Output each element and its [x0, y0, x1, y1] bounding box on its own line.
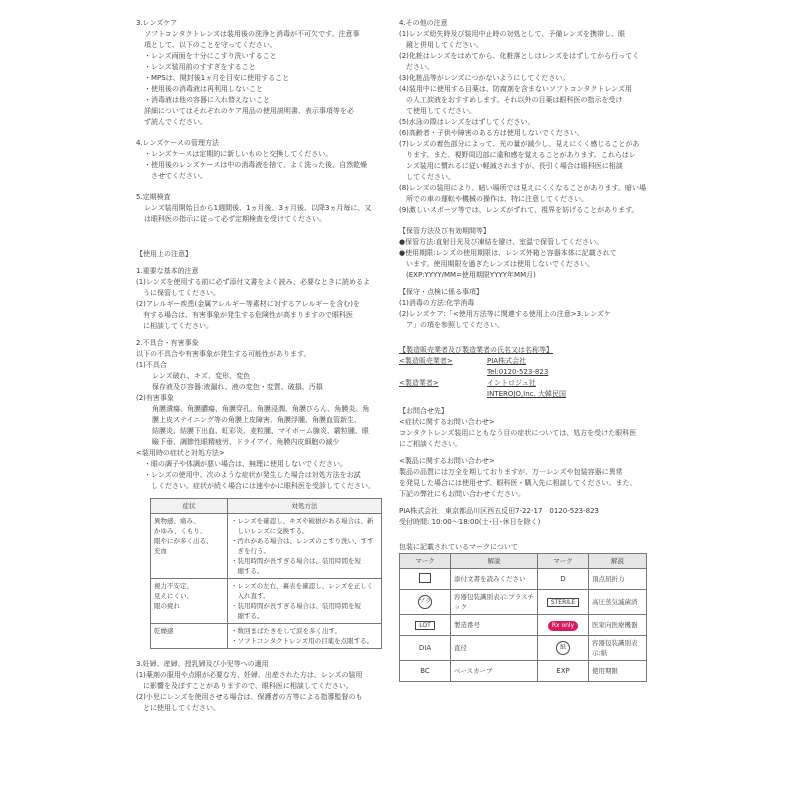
- manufacturer-row: INTEROJO,Inc. 大韓民国: [487, 390, 566, 398]
- manufacturer-heading: 【製造販売業者及び製造業者の氏名又は名称等】: [399, 346, 553, 354]
- checkup-body: レンズ装用開始日から1週間後、1ヵ月後、3ヵ月後、以降3ヵ月毎に、又 は眼科医の指示に従って必ず定期検査を受けてください。: [144, 204, 372, 223]
- business-hours: 受付時間: 10:00～18:00(土･日･休日を除く): [399, 518, 541, 526]
- lens-case-item: ・使用後のレンズケースは中の消毒液を捨て、よく洗った後、自然乾燥 させてください。: [144, 161, 368, 180]
- other-note-item: (6)高齢者・子供や障害のある方は使用しないでください。: [399, 129, 584, 137]
- other-note-item: (8)レンズの装用により、暗い場所では見えにくくなることがあります。暗い場 所での車の運転や機械の操作は、特に注意してください。: [399, 184, 646, 203]
- table-header-remedy: 対処方法: [228, 499, 382, 514]
- lens-care-note: 詳細についてはそれぞれのケア用品の使用説明書、表示事項等を必 ず読んでください。: [144, 107, 354, 126]
- table-header-row: [151, 499, 382, 514]
- adverse-events-intro: 以下の不具合や有害事象が発生する可能性があります。: [136, 350, 311, 358]
- rx-only-icon: Rx only: [548, 621, 578, 631]
- mark-desc: 容器包装識別表示:プラスチック: [451, 590, 538, 615]
- precautions-heading: 【使用上の注意】: [136, 250, 192, 258]
- symptoms-subheading: <装用時の症状と対処方法>: [136, 449, 225, 457]
- maintenance-heading: 【保守・点検に係る事項】: [399, 288, 483, 296]
- contact-product-body: 製品の品質には万全を期しておりますが、万一レンズや包装容器に異常 を発見した場合には使用せず、眼科医・購入先に相談してください。また、 下記の弊社にもお問い合わせください。: [399, 468, 637, 498]
- plastic-recycle-icon: プラ: [400, 590, 451, 615]
- lens-care-item: ・使用後の消毒液は再利用しないこと: [144, 85, 263, 93]
- maintenance-item: (1)消毒の方法:化学消毒: [399, 299, 475, 307]
- marks-header-mark: マーク: [538, 554, 589, 569]
- contact-symptom-body: コンタクトレンズ装用にともなう目の症状については、処方を受けた眼科医 にご相談ください。: [399, 429, 637, 448]
- table-row: [400, 636, 647, 661]
- other-note-item: (9)激しいスポーツ等では、レンズがずれて、視界を妨げることがあります。: [399, 206, 639, 214]
- other-note-item: (1)レンズ紛失時及び装用中止時の対処として、予備レンズを携帯し、眼 鏡と併用してください。: [399, 30, 626, 49]
- marks-header-desc: 解説: [589, 554, 647, 569]
- read-instructions-icon: [400, 569, 451, 590]
- table-row: [151, 624, 382, 649]
- lens-case-item: ・レンズケースは定期的に新しいものと交換してください。: [144, 150, 333, 158]
- defects-subheading: (1)不具合: [136, 361, 167, 369]
- contact-product-subheading: <製品に関するお問い合わせ>: [399, 457, 495, 465]
- basic-precautions-heading: 1.重要な基本的注意: [136, 267, 199, 275]
- contact-symptom-subheading: <症状に関するお問い合わせ>: [399, 418, 495, 426]
- other-note-item: (7)レンズの着色部分によって、光の量が減少し、見えにくく感じることがあ ります。また、視野周辺部に違和感を覚えることがあります。これらはレ ンズ装用に慣れるに従い軽減されますが、長引く場合は眼科医に相談 してください。: [399, 140, 640, 181]
- remedy-cell: ・レンズの左右、裏表を確認し、レンズを正しく 入れ直す。 ・装用時間が長すぎる場合は、装用時間を短 縮する。: [228, 579, 382, 624]
- storage-item: ●保管方法:直射日光及び凍結を避け、室温で保管してください。: [399, 238, 604, 246]
- lens-care-item: ・MPSは、開封後1ヵ月を目安に使用すること: [144, 74, 290, 82]
- manufacturer-row: <製造業者> イントロジュ社: [399, 379, 536, 387]
- table-row: [400, 569, 647, 590]
- mark-desc: 高圧蒸気滅菌済: [589, 590, 647, 615]
- lens-care-item: ・消毒液は他の容器に入れ替えないこと: [144, 96, 270, 104]
- adverse-body: 角膜潰瘍、角膜膿瘍、角膜穿孔、角膜浸潤、角膜びらん、角膜炎、角 膜上皮ステイニング等の角膜上皮障害、角膜浮腫、角膜血管新生、 結膜炎、結膜下出血、虹彩炎、麦粒腫、マイボーム腺炎、霰粒腫、眼 瞼下垂、調節性眼精疲労、ドライアイ、角膜内皮細胞の減少: [152, 405, 370, 446]
- marks-header-desc: 解説: [451, 554, 538, 569]
- remedy-cell: ・レンズを確認し、キズや破損がある場合は、新 しいレンズに交換する。 ・汚れがある場合は、レンズのこすり洗い、すす ぎを行う。 ・装用時間が長すぎる場合は、装用時間を短 縮する。: [228, 514, 382, 579]
- left-column: [136, 18, 386, 714]
- storage-heading: 【保管方法及び有効期間等】: [399, 227, 490, 235]
- mark-desc: 使用期限: [589, 661, 647, 682]
- mark-desc: 直径: [451, 636, 538, 661]
- contact-heading: 【お問合せ先】: [399, 407, 448, 415]
- defects-body: レンズ破れ、キズ、変形、変色 保存液及び容器:液漏れ、液の変色・変質、破損、汚損: [152, 372, 323, 391]
- manufacturer-row: <製造販売業者> PIA株式会社: [399, 357, 527, 365]
- table-row: [151, 514, 382, 579]
- special-populations-heading: 3.妊婦、産婦、授乳婦及び小児等への適用: [136, 660, 269, 668]
- diameter-mark: DIA: [400, 636, 451, 661]
- lens-care-item: ・レンズ両面を十分にこすり洗いすること: [144, 52, 277, 60]
- mark-desc: 頂点屈折力: [589, 569, 647, 590]
- remedy-cell: ・数回まばたきをして涙を多く出す。 ・ソフトコンタクトレンズ用の目薬を点眼する。: [228, 624, 382, 649]
- marks-heading: 包装に記載されているマークについて: [399, 543, 518, 551]
- symptom-table: [150, 498, 382, 649]
- basic-precaution-item: (2)アレルギー疾患(金属アレルギー等素材に対するアレルギーを含む)を 有する場合は、有害事象が発生する危険性が高まりますので眼科医 に相談してください。: [136, 300, 361, 330]
- adverse-subheading: (2)有害事象: [136, 394, 174, 402]
- table-header-symptom: 症状: [151, 499, 228, 514]
- lot-mark: LOT: [415, 621, 435, 630]
- paper-recycle-icon: 紙: [556, 641, 570, 655]
- mark-desc: 製造番号: [451, 615, 538, 636]
- table-row: [400, 615, 647, 636]
- other-note-item: (3)化粧品等がレンズにつかないようにしてください。: [399, 74, 570, 82]
- table-row: [400, 590, 647, 615]
- right-column: [399, 18, 647, 682]
- other-notes-heading: 4.その他の注意: [399, 19, 448, 27]
- mark-desc: 医家向医療機器: [589, 615, 647, 636]
- table-row: [400, 661, 647, 682]
- manufacturer-row: Tel:0120-523-823: [487, 368, 549, 376]
- mark-desc: 容器包装識別表示:紙: [589, 636, 647, 661]
- lens-care-intro: ソフトコンタクトレンズは装用後の洗浄と消毒が不可欠です。注意事 項として、以下のことを守ってください。: [144, 30, 360, 49]
- symptoms-item: ・レンズの使用中、次のような症状が発生した場合は対処方法をお試 しください。症状が続く場合には速やかに眼科医を受診してください。: [144, 471, 375, 490]
- symptom-cell: 異物感、痛み、 かゆみ、くもり、 眼やにが多く出る、 充血: [151, 514, 228, 579]
- expiry-mark: EXP: [538, 661, 589, 682]
- marks-header-mark: マーク: [400, 554, 451, 569]
- table-row: [151, 579, 382, 624]
- other-note-item: (5)水泳の際はレンズをはずしてください。: [399, 118, 535, 126]
- special-populations-item: (2)小児にレンズを使用させる場合は、保護者の方等による指導監督のも とに使用してください。: [136, 693, 363, 712]
- lens-case-heading: 4.レンズケースの管理方法: [136, 139, 219, 147]
- other-note-item: (2)化粧はレンズをはめてから、化粧落としはレンズをはずしてから行ってく ださい。: [399, 52, 640, 71]
- company-info: PIA株式会社 東京都品川区西五反田7-22-17 0120-523-823: [399, 507, 599, 515]
- symptom-cell: 乾燥感: [151, 624, 228, 649]
- symptom-cell: 視力不安定、 見えにくい、 眼の疲れ: [151, 579, 228, 624]
- basic-precaution-item: (1)レンズを使用する前に必ず添付文書をよく読み、必要なときに読めるよ うに保管してください。: [136, 278, 370, 297]
- sterile-mark: STERILE: [547, 598, 579, 607]
- marks-table: [399, 553, 647, 682]
- adverse-events-heading: 2.不具合・有害事象: [136, 339, 199, 347]
- other-note-item: (4)装用中に使用する目薬は、防腐剤を含まないソフトコンタクトレンズ用 の人工涙液をおすすめします。それ以外の目薬は眼科医の指示を受け て使用してください。: [399, 85, 632, 115]
- mark-desc: 添付文書を読みください: [451, 569, 538, 590]
- mark-desc: ベースカーブ: [451, 661, 538, 682]
- maintenance-item: (2)レンズケア:「<使用方法等に関連する使用上の注意>3.レンズケ ア」の項を参照してください。: [399, 310, 611, 329]
- lens-care-heading: 3.レンズケア: [136, 19, 178, 27]
- table-header-row: [400, 554, 647, 569]
- symptoms-item: ・眼の調子や体調が悪い場合は、無理に使用しないでください。: [144, 460, 347, 468]
- checkup-heading: 5.定期検査: [136, 193, 171, 201]
- storage-item: ●使用期限:レンズの使用期限は、レンズ外箱と容器本体に記載されて います。使用期限を過ぎたレンズは使用しないでください。 (EXP:YYYY/MM=使用期限YYYY年MM月): [399, 249, 617, 279]
- special-populations-item: (1)薬剤の服用や点眼が必要な方、妊婦、出産された方は、レンズの装用 に影響を及ぼすことがありますので、眼科医に相談してください。: [136, 671, 363, 690]
- base-curve-mark: BC: [400, 661, 451, 682]
- lens-care-item: ・レンズ装用前のすすぎをすること: [144, 63, 256, 71]
- diopter-mark: D: [538, 569, 589, 590]
